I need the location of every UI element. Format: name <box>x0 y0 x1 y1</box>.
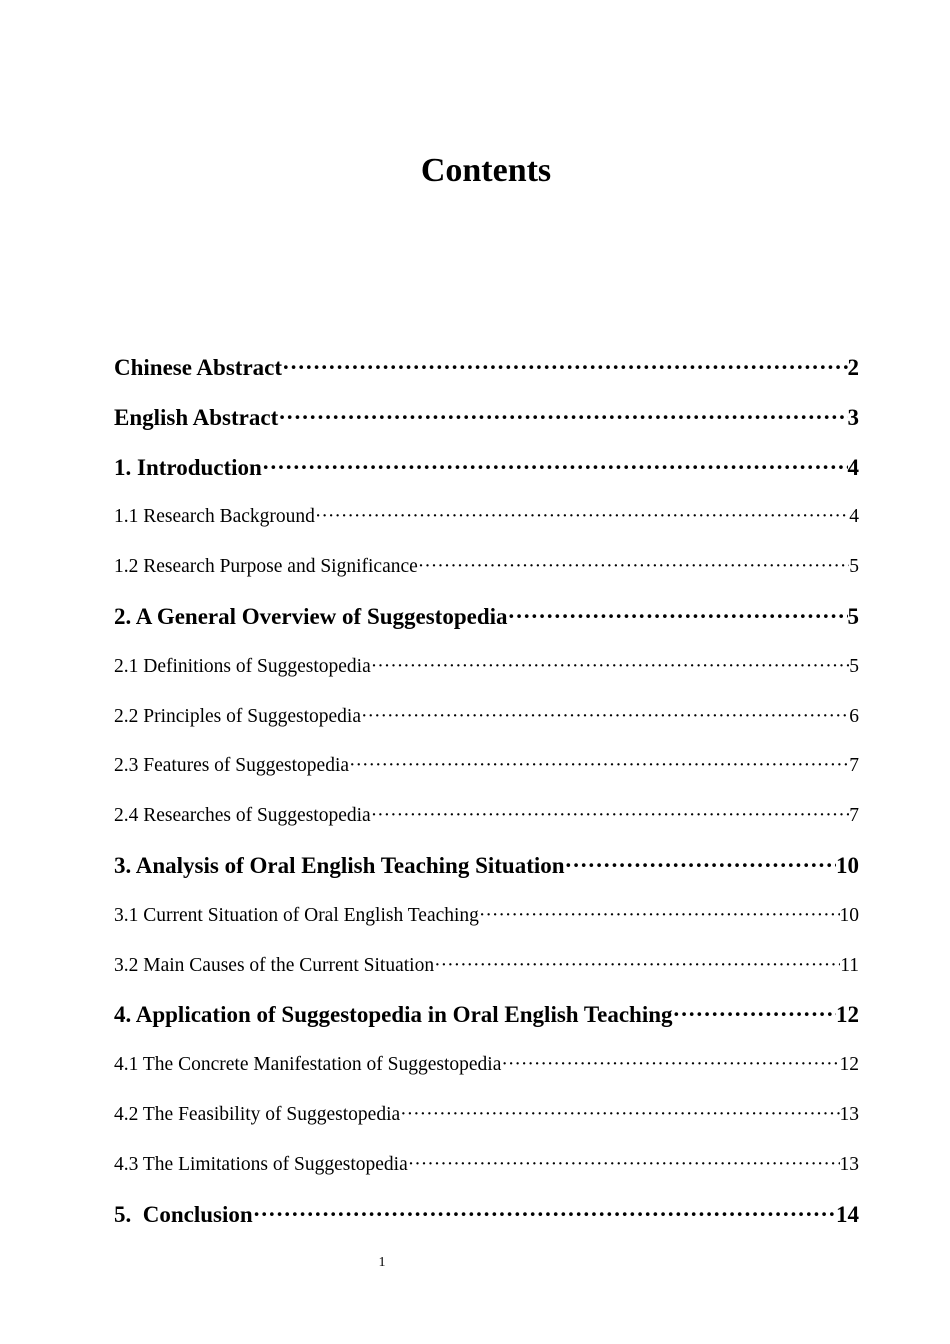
toc-dot-leader <box>508 592 848 642</box>
toc-entry-page: 2 <box>847 355 859 380</box>
toc-entry-label: 2.2 Principles of Suggestopedia <box>114 705 361 727</box>
toc-entry-label: Chinese Abstract <box>114 355 283 380</box>
toc-entry-label: 5. Conclusion <box>114 1201 253 1227</box>
toc-entry-label: 4.2 The Feasibility of Suggestopedia <box>114 1103 401 1125</box>
toc-entry-label: 3. Analysis of Oral English Teaching Situation <box>114 852 565 878</box>
toc-entry[interactable] <box>114 492 859 542</box>
toc-entry-page: 5 <box>849 655 859 677</box>
toc-entry-page: 13 <box>839 1153 859 1175</box>
toc-entry[interactable] <box>114 1140 859 1190</box>
toc-dot-leader <box>371 642 850 692</box>
toc-entry[interactable] <box>114 1090 859 1140</box>
toc-entry-page: 12 <box>836 1002 859 1028</box>
toc-entry-label: 4.1 The Concrete Manifestation of Suggestopedia <box>114 1054 502 1076</box>
toc-dot-leader <box>400 1090 839 1140</box>
toc-entry-page: 4 <box>847 454 859 480</box>
toc-entry-page: 10 <box>836 852 859 878</box>
toc-dot-leader <box>282 343 847 393</box>
toc-entry[interactable] <box>114 542 859 592</box>
toc-entry-label: 2. A General Overview of Suggestopedia <box>114 603 508 629</box>
toc-entry-page: 13 <box>839 1103 859 1125</box>
toc-dot-leader <box>278 393 847 443</box>
toc-entry-page: 10 <box>839 904 859 926</box>
toc-dot-leader <box>479 891 840 941</box>
toc-entry-label: English Abstract <box>114 404 279 430</box>
toc-dot-leader <box>418 542 849 592</box>
toc-entry[interactable] <box>114 443 859 493</box>
toc-dot-leader <box>408 1140 840 1190</box>
toc-entry-label: 1.1 Research Background <box>114 506 315 528</box>
toc-dot-leader <box>501 1040 839 1090</box>
toc-entry[interactable] <box>114 592 859 642</box>
toc-dot-leader <box>565 841 836 891</box>
toc-entry-page: 4 <box>849 506 859 528</box>
toc-entry[interactable] <box>114 343 859 393</box>
toc-entry[interactable] <box>114 393 859 443</box>
toc-entry[interactable] <box>114 741 859 791</box>
toc-entry-page: 14 <box>836 1201 859 1227</box>
toc-entry-page: 11 <box>840 954 859 976</box>
toc-entry[interactable] <box>114 990 859 1040</box>
toc-entry[interactable] <box>114 642 859 692</box>
toc-entry[interactable] <box>114 791 859 841</box>
toc-entry-label: 3.1 Current Situation of Oral English Teaching <box>114 904 479 926</box>
toc-entry-label: 1.2 Research Purpose and Significance <box>114 556 418 578</box>
toc-entry-page: 12 <box>839 1054 859 1076</box>
toc-entry-page: 3 <box>847 404 859 430</box>
toc-entry-page: 6 <box>849 705 859 727</box>
toc-entry[interactable] <box>114 891 859 941</box>
toc-entry[interactable] <box>114 841 859 891</box>
toc-entry[interactable] <box>114 692 859 742</box>
toc-entry-label: 2.3 Features of Suggestopedia <box>114 755 350 777</box>
toc-dot-leader <box>315 492 849 542</box>
toc-entry-label: 2.1 Definitions of Suggestopedia <box>114 655 371 677</box>
toc-entry-page: 5 <box>847 603 859 629</box>
table-of-contents <box>114 343 859 1239</box>
toc-dot-leader <box>253 1190 836 1240</box>
toc-dot-leader <box>361 692 849 742</box>
toc-entry-page: 5 <box>849 556 859 578</box>
toc-entry[interactable] <box>114 1040 859 1090</box>
toc-entry[interactable] <box>114 941 859 991</box>
page-number: 1 <box>378 1255 386 1270</box>
toc-dot-leader <box>673 990 836 1040</box>
toc-entry-label: 4.3 The Limitations of Suggestopedia <box>114 1153 408 1175</box>
toc-entry-page: 7 <box>849 755 859 777</box>
page-title: Contents <box>420 151 552 189</box>
toc-entry-label: 4. Application of Suggestopedia in Oral English Teaching <box>114 1002 673 1028</box>
toc-entry-label: 1. Introduction <box>114 454 262 480</box>
toc-dot-leader <box>262 443 848 493</box>
toc-dot-leader <box>371 791 850 841</box>
toc-dot-leader <box>349 741 849 791</box>
toc-entry-label: 3.2 Main Causes of the Current Situation <box>114 954 435 976</box>
toc-entry-label: 2.4 Researches of Suggestopedia <box>114 805 371 827</box>
toc-dot-leader <box>434 941 840 991</box>
toc-entry-page: 7 <box>849 805 859 827</box>
toc-entry[interactable] <box>114 1190 859 1240</box>
